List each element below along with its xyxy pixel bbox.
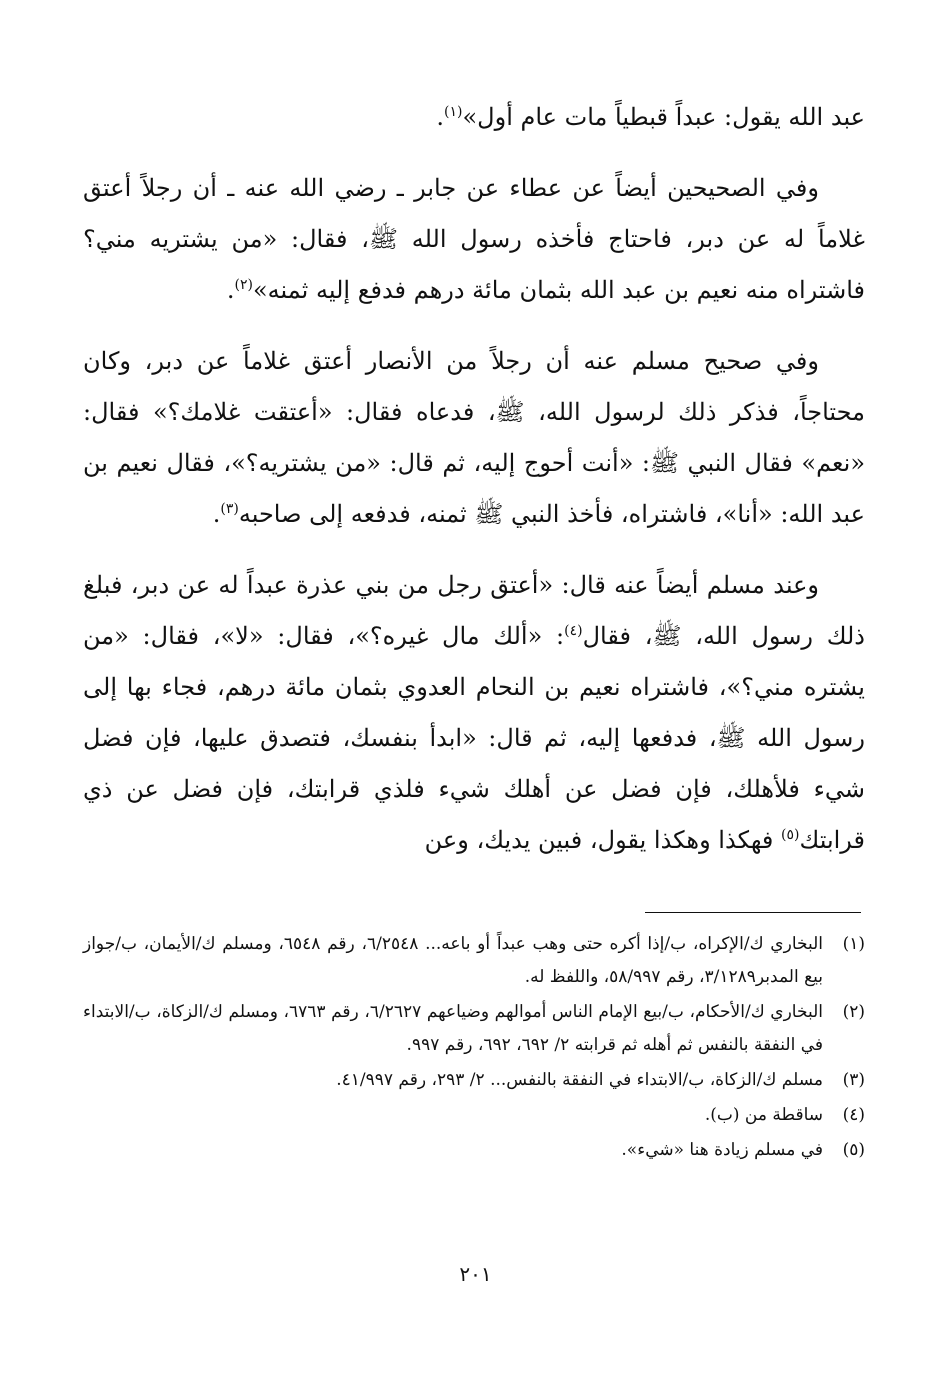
footnote-number: (١) [842, 934, 865, 954]
paragraph-4-text-c: فهكذا وهكذا يقول، فبين يديك، وعن [424, 826, 781, 854]
paragraph-4 [83, 560, 865, 866]
paragraph-1-tail: . [436, 103, 445, 131]
footnote-number: (٥) [842, 1140, 865, 1160]
main-text-body [83, 92, 865, 866]
paragraph-4-text-a: وعند مسلم أيضاً عنه قال: «أعتق رجل من بني عذرة عبداً له عن دبر، فبلغ ذلك رسول الله، ﷺ، فقال [83, 571, 865, 650]
paragraph-3 [83, 336, 865, 540]
footnote-text: في مسلم زيادة هنا «شيء». [621, 1140, 823, 1160]
footnote-ref-1: (١) [444, 104, 463, 120]
paragraph-2 [83, 163, 865, 316]
paragraph-1 [83, 92, 865, 143]
footnote-text: ساقطة من (ب). [704, 1105, 823, 1125]
footnote-ref-2: (٢) [234, 277, 253, 293]
paragraph-4-text-b: : «ألك مال غيره؟»، فقال: «لا»، فقال: «من يشتره مني؟»، فاشتراه نعيم بن النحام العدوي بثمان مائة درهم، فجاء بها إلى رسول الله ﷺ، فدفعها إليه، ثم قال: «ابدأ بنفسك، فتصدق عليها، فإن فضل شيء فلأهلك، فإن فضل عن أهلك شيء فلذي قرابتك، فإن فضل عن ذي قرابتك [83, 622, 865, 854]
footnote-text: البخاري ك/الإكراه، ب/إذا أكره حتى وهب عبداً أو باعه... ٦/٢٥٤٨، رقم ٦٥٤٨، ومسلم ك/الأيمان، ب/جواز بيع المدبر٣/١٢٨٩، رقم ٥٨/٩٩٧، واللفظ له. [83, 934, 824, 987]
footnote-4 [83, 1099, 865, 1132]
footnote-ref-3: (٣) [220, 501, 239, 517]
footnote-2 [83, 996, 865, 1062]
footnote-divider [645, 912, 861, 913]
footnote-ref-5: (٥) [781, 827, 800, 843]
footnote-ref-4: (٤) [564, 623, 583, 639]
footnote-5 [83, 1134, 865, 1167]
paragraph-2-text: وفي الصحيحين أيضاً عن عطاء عن جابر ـ رضي الله عنه ـ أن رجلاً أعتق غلاماً له عن دبر، فاحتاج فأخذه رسول الله ﷺ، فقال: «من يشتريه مني؟ فاشتراه منه نعيم بن عبد الله بثمان مائة درهم فدفع إليه ثمنه» [83, 174, 865, 304]
footnote-number: (٣) [842, 1070, 865, 1090]
footnote-1 [83, 928, 865, 994]
footnote-number: (٢) [842, 1002, 865, 1022]
page-number: ٢٠١ [459, 1262, 492, 1286]
paragraph-2-tail: . [226, 276, 235, 304]
paragraph-3-tail: . [212, 500, 221, 528]
footnote-text: مسلم ك/الزكاة، ب/الابتداء في النفقة بالنفس... ٢/ ٢٩٣، رقم ٤١/٩٩٧. [336, 1070, 823, 1090]
footnote-number: (٤) [842, 1105, 865, 1125]
footnote-3 [83, 1064, 865, 1097]
paragraph-3-text: وفي صحيح مسلم عنه أن رجلاً من الأنصار أعتق غلاماً عن دبر، وكان محتاجاً، فذكر ذلك لرسول الله، ﷺ، فدعاه فقال: «أعتقت غلامك؟» فقال: «نعم» فقال النبي ﷺ: «أنت أحوج إليه، ثم قال: «من يشتريه؟»، فقال نعيم بن عبد الله: «أنا»، فاشتراه، فأخذ النبي ﷺ ثمنه، فدفعه إلى صاحبه [83, 347, 865, 528]
footnotes-section [83, 928, 865, 1169]
footnote-text: البخاري ك/الأحكام، ب/بيع الإمام الناس أموالهم وضياعهم ٦/٢٦٢٧، رقم ٦٧٦٣، ومسلم ك/الزكاة، ب/الابتداء في النفقة بالنفس ثم أهله ثم قرابته ٢/ ٦٩٢، ٦٩٢، رقم ٩٩٧. [83, 1002, 823, 1055]
paragraph-1-text: عبد الله يقول: عبداً قبطياً مات عام أول» [462, 103, 865, 131]
